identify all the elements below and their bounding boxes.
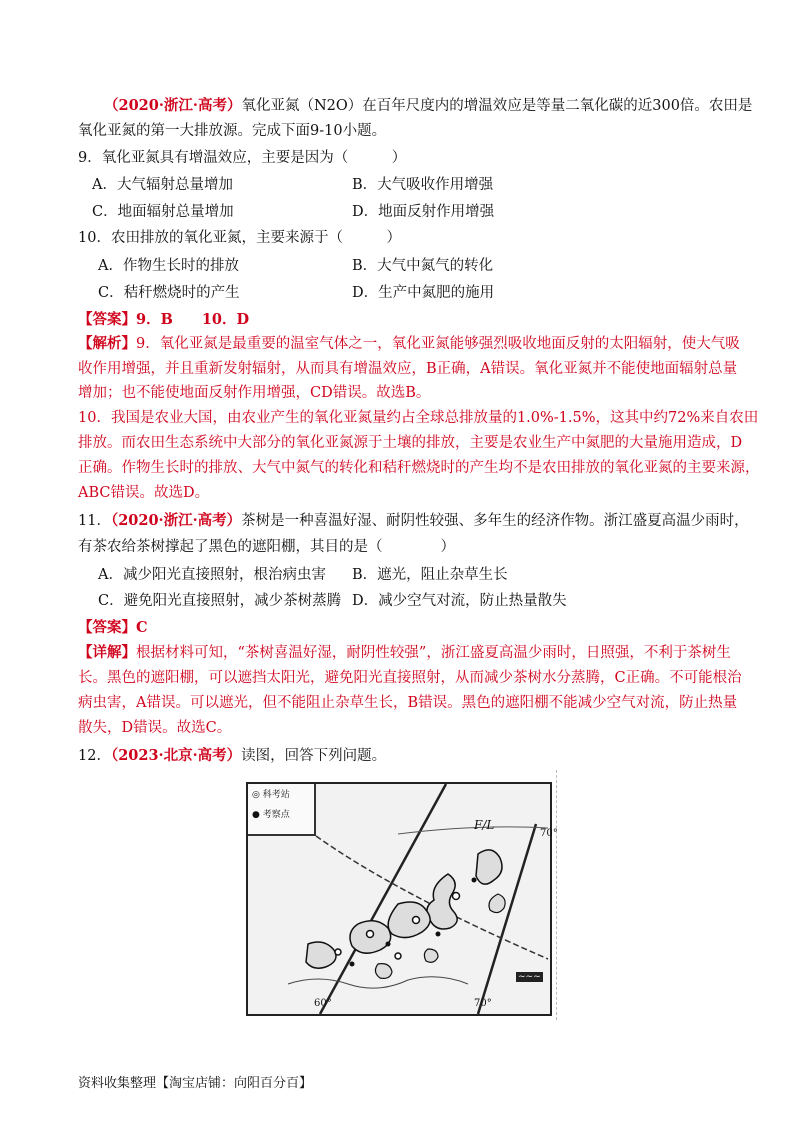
legend-station: ◎ 科考站 — [252, 790, 290, 800]
q11-option-b: B．遮光，阻止杂草生长 — [352, 567, 508, 583]
explanation-2-line-4: 散失，D错误。故选C。 — [78, 720, 232, 736]
map-label-70: 70° — [540, 828, 558, 839]
explanation-2-text-1: 根据材料可知，“茶树喜温好湿，耐阴性较强”，浙江盛夏高温少雨时，日照强，不利于茶树生 — [136, 645, 731, 661]
explanation-2-line-1 — [78, 643, 731, 663]
q11-number: 11． — [78, 513, 111, 529]
intro-line-1 — [104, 96, 752, 116]
map-label-antarctic: ~~~ — [518, 972, 541, 982]
q9-option-b: B．大气吸收作用增强 — [352, 177, 494, 193]
explanation-1-line-3: 增加；也不能使地面反射作用增强，CD错误。故选B。 — [78, 385, 431, 401]
map-figure — [246, 782, 552, 1016]
explanation-1-line-7: ABC错误。故选D。 — [78, 485, 210, 501]
answer-1-text: 9．B 10．D — [136, 311, 250, 328]
q11-line-1 — [78, 511, 749, 531]
answer-1 — [78, 310, 249, 330]
q11-source: （2020·浙江·高考） — [110, 512, 242, 529]
intro-text-2: 氧化亚氮的第一大排放源。完成下面9-10小题。 — [78, 123, 387, 139]
footer-text: 资料收集整理【淘宝店铺：向阳百分百】 — [78, 1076, 313, 1091]
map-label-region: F/L — [474, 818, 495, 832]
explanation-2-label: 【详解】 — [78, 644, 136, 661]
map-label-60: 60° — [314, 998, 332, 1009]
q9-option-c: C．地面辐射总量增加 — [92, 204, 234, 220]
answer-2-label: 【答案】 — [78, 619, 136, 636]
explanation-1-line-1 — [78, 334, 740, 354]
map-label-70-bottom: 70° — [474, 998, 492, 1009]
q10-option-d: D．生产中氮肥的施用 — [352, 285, 495, 301]
q10-option-b: B．大气中氮气的转化 — [352, 258, 494, 274]
q12-line — [78, 746, 386, 766]
q10-stem: 10．农田排放的氧化亚氮，主要来源于（ ） — [78, 230, 401, 246]
q9-option-d: D．地面反射作用增强 — [352, 204, 495, 220]
answer-2 — [78, 618, 148, 638]
map-legend — [248, 784, 316, 836]
q12-source: （2023·北京·高考） — [110, 747, 242, 764]
q12-text: 读图，回答下列问题。 — [241, 748, 387, 764]
q10-option-a: A．作物生长时的排放 — [98, 258, 239, 274]
q10-option-c: C．秸秆燃烧时的产生 — [98, 285, 240, 301]
map-guide-line — [556, 770, 557, 1020]
intro-text-1: 氧化亚氮（N2O）在百年尺度内的增温效应是等量二氧化碳的近300倍。农田是 — [241, 98, 753, 114]
intro-source: （2020·浙江·高考） — [104, 97, 242, 114]
explanation-1-label: 【解析】 — [78, 335, 136, 352]
explanation-1-line-5: 排放。而农田生态系统中大部分的氧化亚氮源于土壤的排放，主要是农业生产中氮肥的大量施用造成，D — [78, 435, 743, 451]
legend-survey-point: ● 考察点 — [252, 810, 290, 820]
explanation-2-line-2: 长。黑色的遮阳棚，可以遮挡太阳光，避免阳光直接照射，从而减少茶树水分蒸腾，C正确。不可能根治 — [78, 670, 742, 686]
q9-stem: 9．氧化亚氮具有增温效应，主要是因为（ ） — [78, 150, 407, 166]
answer-1-label: 【答案】 — [78, 311, 136, 328]
q11-text-1: 茶树是一种喜温好湿、耐阴性较强、多年生的经济作物。浙江盛夏高温少雨时， — [241, 513, 749, 529]
explanation-1-text-1: 9．氧化亚氮是最重要的温室气体之一，氧化亚氮能够强烈吸收地面反射的太阳辐射，使大气吸 — [136, 336, 740, 352]
q11-option-d: D．减少空气对流，防止热量散失 — [352, 593, 567, 609]
q11-text-2: 有茶农给茶树撑起了黑色的遮阳棚，其目的是（ ） — [78, 539, 455, 555]
explanation-1-line-4: 10．我国是农业大国，由农业产生的氧化亚氮量约占全球总排放量的1.0%-1.5%，这其中约72%来自农田 — [78, 410, 759, 426]
explanation-1-line-6: 正确。作物生长时的排放、大气中氮气的转化和秸秆燃烧时的产生均不是农田排放的氧化亚氮的主要来源， — [78, 460, 760, 476]
q12-number: 12． — [78, 748, 111, 764]
q11-option-c: C．避免阳光直接照射，减少茶树蒸腾 — [98, 593, 342, 609]
explanation-1-line-2: 收作用增强，并且重新发射辐射，从而具有增温效应，B正确，A错误。氧化亚氮并不能使地面辐射总量 — [78, 361, 738, 377]
q9-option-a: A．大气辐射总量增加 — [92, 177, 233, 193]
q11-option-a: A．减少阳光直接照射，根治病虫害 — [98, 567, 326, 583]
answer-2-text: C — [136, 619, 148, 636]
explanation-2-line-3: 病虫害，A错误。可以遮光，但不能阻止杂草生长，B错误。黑色的遮阳棚不能减少空气对流，防止热量 — [78, 695, 738, 711]
